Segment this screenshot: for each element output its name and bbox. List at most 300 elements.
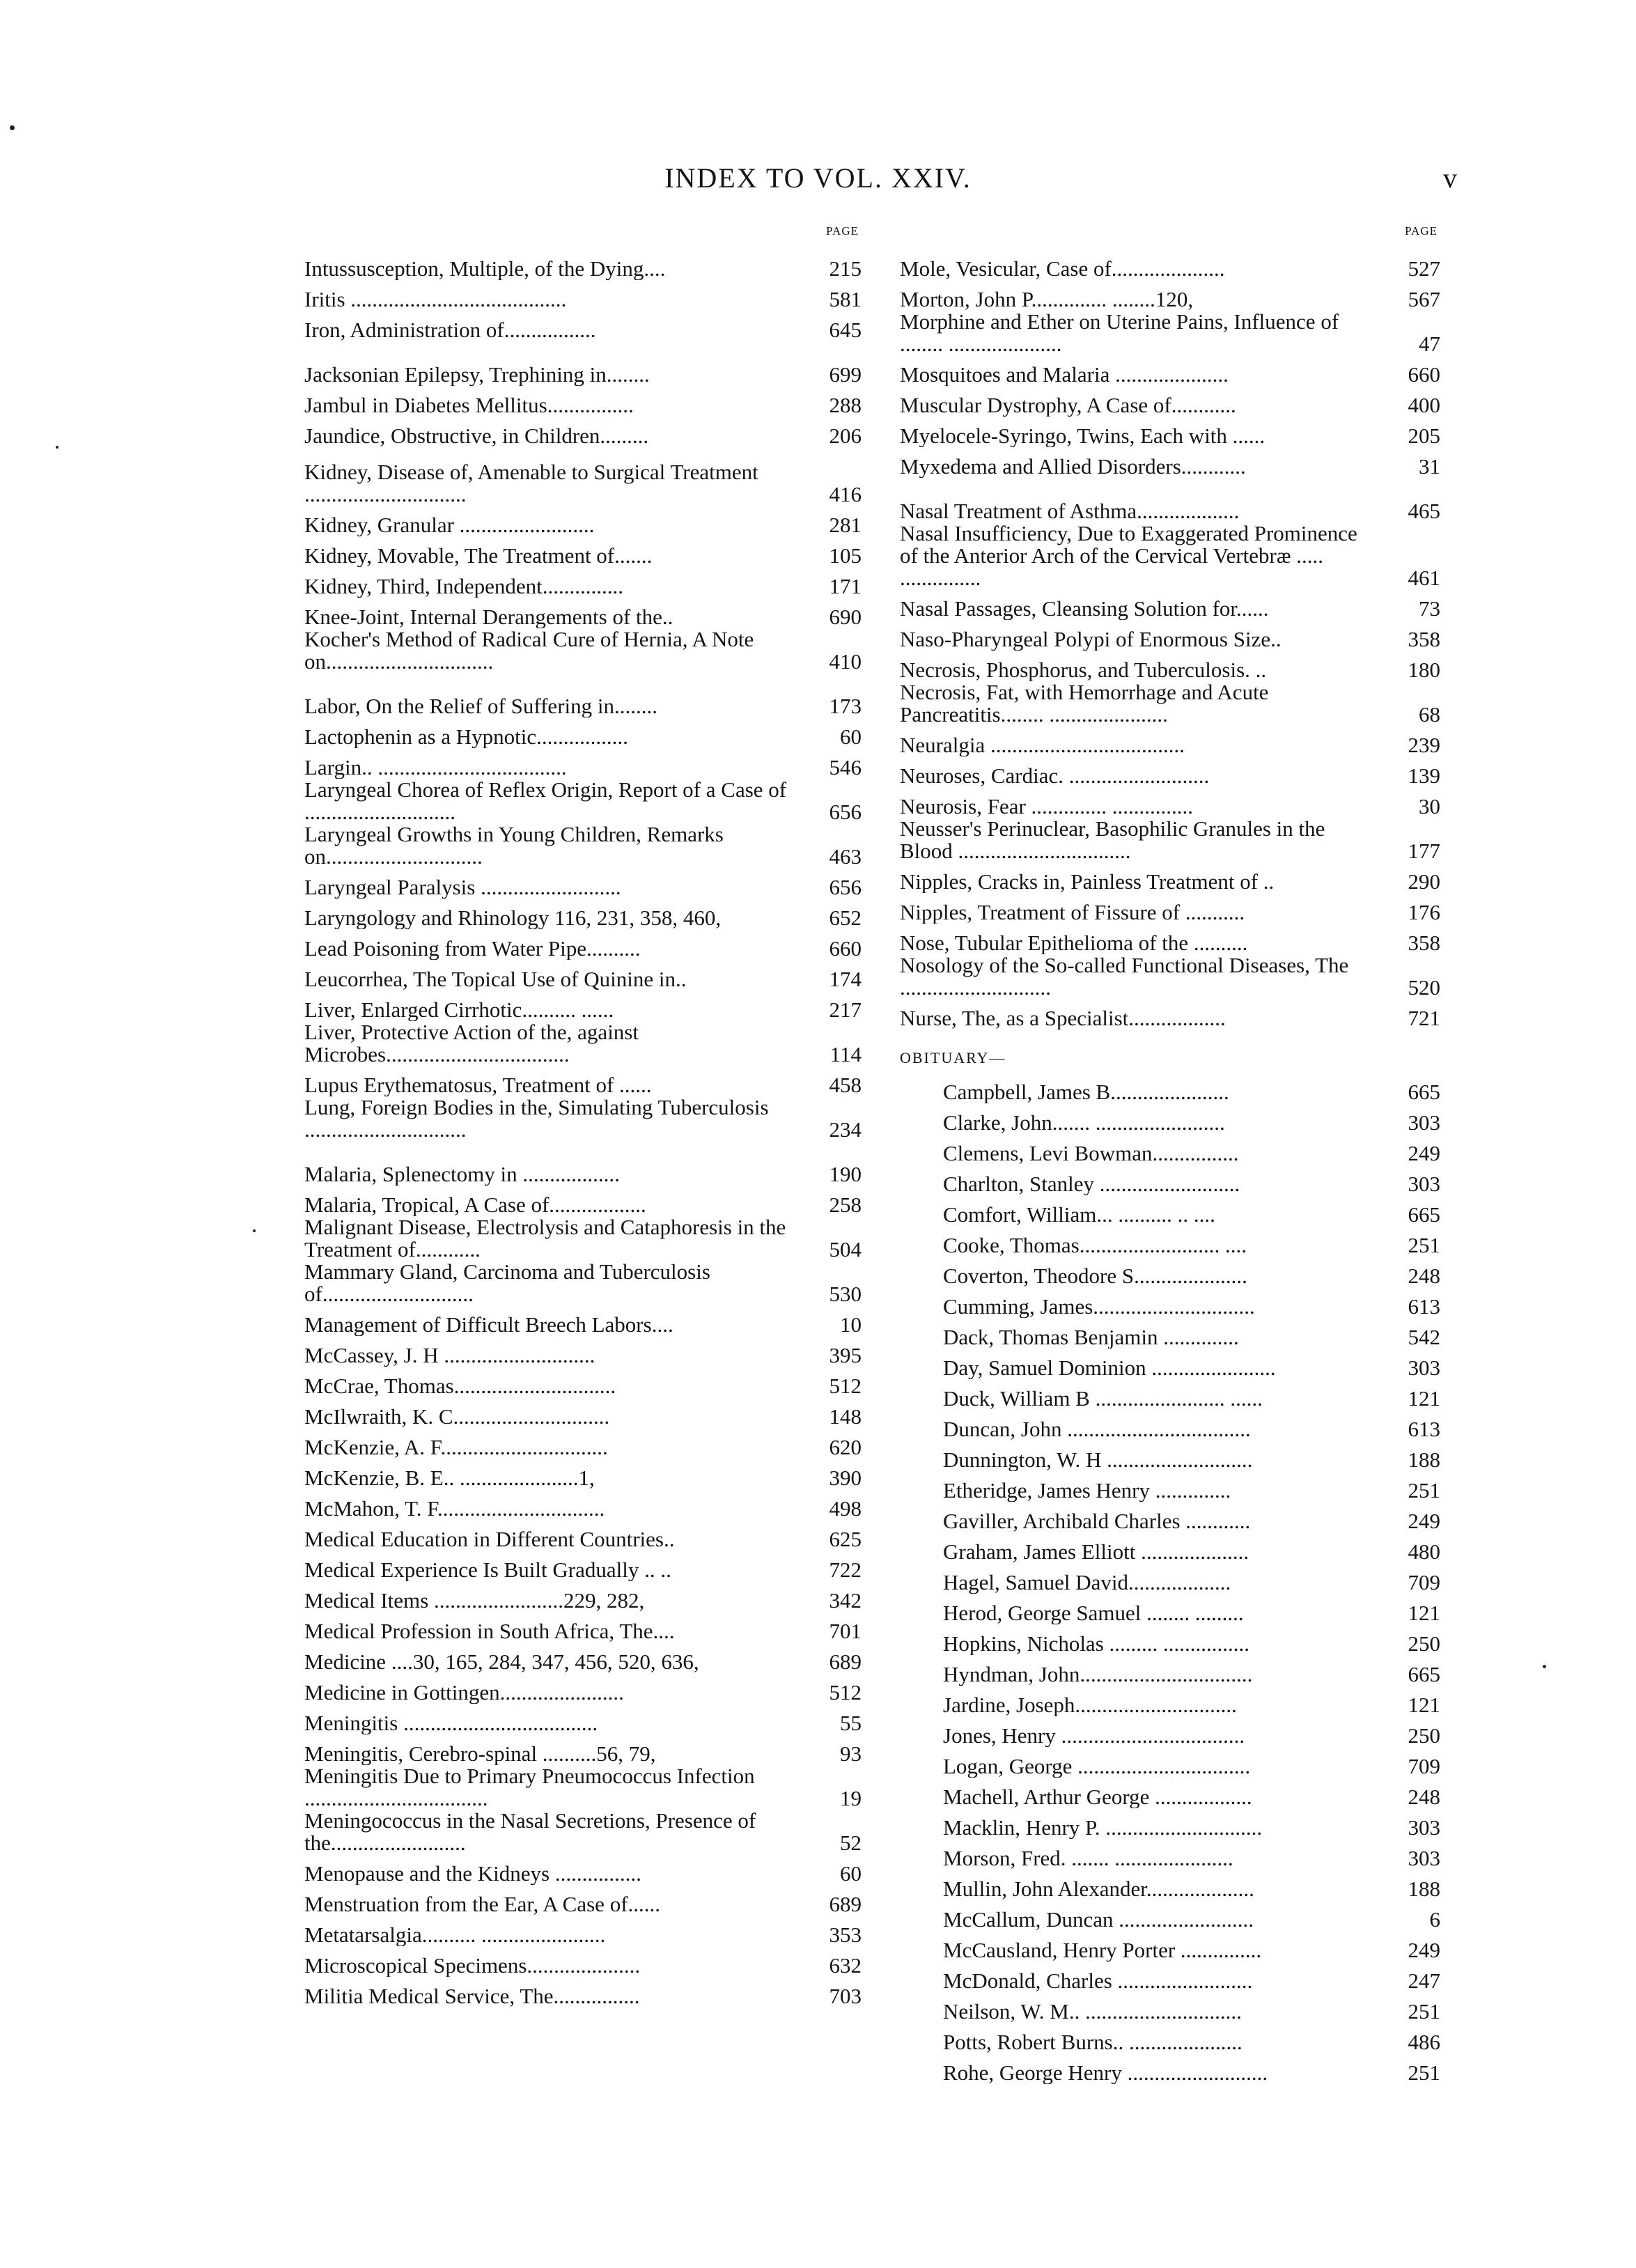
entry-page-number: 250: [1408, 1723, 1440, 1748]
entry-page-number: 239: [1408, 733, 1440, 757]
entry-page-number: 520: [1408, 975, 1440, 1000]
entry-page-number: 105: [829, 543, 862, 568]
entry-label: Nasal Insufficiency, Due to Exaggerated Prominence of the Anterior Arch of the Cervical Vertebræ ..... ...............: [900, 522, 1357, 589]
entry-page-number: 400: [1408, 393, 1440, 417]
entry-page-number: 542: [1408, 1325, 1440, 1349]
index-entry: [304, 748, 862, 779]
entry-label: Naso-Pharyngeal Polypi of Enormous Size..: [900, 628, 1281, 651]
index-entry: [304, 1551, 862, 1581]
index-entry-list: [900, 249, 1440, 1030]
entry-label: Laryngeal Growths in Young Children, Remarks on.............................: [304, 823, 724, 868]
entry-label: Morphine and Ether on Uterine Pains, Influence of ........ .....................: [900, 311, 1339, 355]
obituary-entry: [900, 1594, 1440, 1624]
index-entry: [304, 536, 862, 567]
index-entry: [304, 991, 862, 1021]
entry-label: Clemens, Levi Bowman................: [943, 1142, 1239, 1165]
entry-label: Meningitis Due to Primary Pneumococcus Infection ..................................: [304, 1765, 755, 1810]
entry-label: Morton, John P.............. ........120,: [900, 288, 1194, 311]
entry-label: Potts, Robert Burns.. .....................: [943, 2031, 1242, 2053]
entry-label: Kidney, Disease of, Amenable to Surgical Treatment ..............................: [304, 461, 758, 506]
entry-page-number: 303: [1408, 1172, 1440, 1196]
entry-page-number: 60: [840, 724, 862, 749]
entry-label: Medical Education in Different Countries..: [304, 1528, 675, 1551]
index-entry: [304, 1704, 862, 1734]
entry-page-number: 656: [829, 800, 862, 824]
entry-label: Microscopical Specimens.....................: [304, 1955, 641, 1977]
entry-page-number: 258: [829, 1193, 862, 1217]
entry-label: Neuroses, Cardiac. ..........................: [900, 765, 1210, 787]
entry-label: Leucorrhea, The Topical Use of Quinine in..: [304, 968, 687, 991]
entry-page-number: 625: [829, 1527, 862, 1551]
entry-label: Largin.. ...................................: [304, 756, 567, 779]
entry-page-number: 498: [829, 1496, 862, 1521]
obituary-entry: [900, 1257, 1440, 1287]
scan-speck: [253, 1229, 256, 1232]
index-entry: [900, 620, 1440, 651]
entry-label: Machell, Arthur George ..................: [943, 1786, 1252, 1808]
index-entry: [900, 355, 1440, 386]
obituary-entry: [900, 1532, 1440, 1563]
entry-page-number: 699: [829, 362, 862, 387]
entry-page-number: 722: [829, 1558, 862, 1582]
entry-page-number: 701: [829, 1619, 862, 1643]
entry-label: Nasal Passages, Cleansing Solution for......: [900, 598, 1269, 620]
index-entry: [900, 999, 1440, 1030]
entry-label: Mullin, John Alexander....................: [943, 1878, 1254, 1900]
entry-page-number: 55: [840, 1711, 862, 1735]
entry-label: Laryngeal Paralysis ..........................: [304, 876, 621, 899]
entry-page-number: 504: [829, 1237, 862, 1261]
entry-label: Muscular Dystrophy, A Case of............: [900, 394, 1236, 417]
entry-page-number: 721: [1408, 1006, 1440, 1030]
entry-page-number: 527: [1408, 256, 1440, 281]
page-column-heading: PAGE: [826, 224, 859, 238]
entry-page-number: 73: [1419, 596, 1440, 621]
entry-page-number: 353: [829, 1923, 862, 1947]
entry-page-number: 6: [1429, 1907, 1440, 1932]
entry-page-number: 416: [829, 482, 862, 506]
left-column: [304, 224, 862, 2007]
entry-page-number: 114: [829, 1042, 862, 1066]
entry-label: McKenzie, A. F...............................: [304, 1436, 608, 1459]
entry-page-number: 689: [829, 1649, 862, 1674]
index-entry: [304, 598, 862, 628]
index-entry: [900, 311, 1440, 355]
entry-page-number: 121: [1408, 1386, 1440, 1411]
obituary-entry: [900, 1226, 1440, 1257]
index-entry: [304, 868, 862, 899]
index-entry: [304, 355, 862, 386]
index-entry: [304, 417, 862, 447]
entry-label: Menopause and the Kidneys ................: [304, 1863, 641, 1885]
obituary-entry: [900, 1440, 1440, 1471]
entry-label: Malaria, Tropical, A Case of..................: [304, 1194, 646, 1216]
entry-label: Labor, On the Relief of Suffering in........: [304, 695, 657, 717]
entry-label: Militia Medical Service, The................: [304, 1985, 640, 2007]
obituary-entry: [900, 1349, 1440, 1379]
entry-label: Clarke, John....... ........................: [943, 1112, 1225, 1134]
index-entry: [304, 386, 862, 417]
entry-label: Kidney, Granular .........................: [304, 514, 595, 536]
index-entry: [304, 1397, 862, 1428]
index-entry: [304, 1367, 862, 1397]
entry-label: Necrosis, Fat, with Hemorrhage and Acute Pancreatitis........ ......................: [900, 681, 1269, 726]
entry-label: Necrosis, Phosphorus, and Tuberculosis. ..: [900, 659, 1267, 681]
entry-page-number: 251: [1408, 1233, 1440, 1257]
index-entry: [304, 1096, 862, 1141]
index-entry: [304, 1428, 862, 1459]
entry-page-number: 390: [829, 1466, 862, 1490]
entry-label: Menstruation from the Ear, A Case of......: [304, 1893, 661, 1916]
entry-label: Lactophenin as a Hypnotic.................: [304, 726, 628, 748]
index-entry: [900, 522, 1440, 589]
obituary-entry: [900, 1808, 1440, 1839]
entry-page-number: 632: [829, 1953, 862, 1978]
entry-page-number: 303: [1408, 1356, 1440, 1380]
obituary-entry: [900, 1778, 1440, 1808]
index-entry: [900, 447, 1440, 478]
entry-page-number: 395: [829, 1343, 862, 1367]
entry-label: Nipples, Treatment of Fissure of ...........: [900, 901, 1245, 924]
entry-label: Duck, William B ........................ ......: [943, 1388, 1263, 1410]
entry-page-number: 281: [829, 513, 862, 537]
entry-label: Laryngology and Rhinology 116, 231, 358, 460,: [304, 907, 722, 929]
obituary-entry: [900, 1073, 1440, 1103]
obituary-entry: [900, 1870, 1440, 1900]
entry-label: Coverton, Theodore S.....................: [943, 1265, 1247, 1287]
index-entry: [900, 893, 1440, 924]
entry-page-number: 188: [1408, 1447, 1440, 1472]
index-entry: [304, 1186, 862, 1216]
obituary-entry: [900, 1563, 1440, 1594]
obituary-entry: [900, 1747, 1440, 1778]
obituary-entry: [900, 1103, 1440, 1134]
entry-label: Hyndman, John................................: [943, 1663, 1253, 1686]
obituary-entry: [900, 1318, 1440, 1349]
entry-label: Lead Poisoning from Water Pipe..........: [304, 938, 641, 960]
entry-label: Liver, Enlarged Cirrhotic.......... ......: [304, 999, 614, 1021]
entry-label: McCassey, J. H ............................: [304, 1344, 595, 1367]
index-entry: [304, 1489, 862, 1520]
index-entry: [900, 417, 1440, 447]
entry-label: Hagel, Samuel David...................: [943, 1571, 1231, 1594]
entry-label: Nosology of the So-called Functional Diseases, The ............................: [900, 954, 1349, 999]
entry-label: Etheridge, James Henry ..............: [943, 1479, 1231, 1502]
index-entry: [900, 924, 1440, 954]
entry-label: Lung, Foreign Bodies in the, Simulating Tuberculosis ..............................: [304, 1096, 769, 1141]
index-entry: [304, 280, 862, 311]
entry-page-number: 581: [829, 287, 862, 311]
obituary-entry: [900, 1839, 1440, 1870]
entry-page-number: 171: [829, 574, 862, 598]
obituary-entry: [900, 1655, 1440, 1686]
index-entry: [304, 960, 862, 991]
entry-page-number: 567: [1408, 287, 1440, 311]
entry-label: Metatarsalgia.......... .......................: [304, 1924, 606, 1946]
index-entry: [900, 818, 1440, 862]
index-entry: [304, 506, 862, 536]
entry-page-number: 358: [1408, 627, 1440, 651]
index-entry: [304, 249, 862, 280]
entry-label: Jones, Henry ..................................: [943, 1725, 1245, 1747]
entry-page-number: 530: [829, 1282, 862, 1306]
obituary-entry: [900, 1962, 1440, 1992]
entry-page-number: 303: [1408, 1815, 1440, 1840]
index-entry: [304, 1916, 862, 1946]
entry-page-number: 303: [1408, 1846, 1440, 1870]
entry-label: Dack, Thomas Benjamin ..............: [943, 1326, 1239, 1349]
entry-label: Management of Difficult Breech Labors....: [304, 1314, 673, 1336]
index-entry: [304, 1810, 862, 1854]
entry-label: Mammary Gland, Carcinoma and Tuberculosis of............................: [304, 1261, 710, 1305]
entry-page-number: 463: [829, 844, 862, 869]
entry-label: McMahon, T. F...............................: [304, 1498, 605, 1520]
entry-label: Jaundice, Obstructive, in Children.........: [304, 425, 649, 447]
entry-page-number: 709: [1408, 1570, 1440, 1594]
index-entry: [304, 311, 862, 341]
entry-label: Neilson, W. M.. .............................: [943, 2001, 1242, 2023]
entry-label: Laryngeal Chorea of Reflex Origin, Report of a Case of ............................: [304, 779, 787, 823]
entry-label: Kocher's Method of Radical Cure of Hernia, A Note on...............................: [304, 628, 754, 673]
entry-label: Jambul in Diabetes Mellitus................: [304, 394, 634, 417]
entry-label: Medical Profession in South Africa, The....: [304, 1620, 675, 1642]
index-entry: [304, 567, 862, 598]
entry-label: Graham, James Elliott ....................: [943, 1541, 1249, 1563]
entry-label: Malaria, Splenectomy in ..................: [304, 1163, 620, 1186]
entry-page-number: 188: [1408, 1877, 1440, 1901]
entry-label: Mole, Vesicular, Case of.....................: [900, 258, 1225, 280]
entry-label: Logan, George ................................: [943, 1755, 1251, 1778]
entry-label: Mosquitoes and Malaria .....................: [900, 364, 1229, 386]
entry-label: Campbell, James B......................: [943, 1081, 1229, 1103]
entry-label: Dunnington, W. H ...........................: [943, 1449, 1253, 1471]
entry-page-number: 248: [1408, 1785, 1440, 1809]
entry-page-number: 93: [840, 1741, 862, 1766]
obituary-entry: [900, 1134, 1440, 1165]
entry-page-number: 47: [1419, 332, 1440, 356]
entry-page-number: 206: [829, 424, 862, 448]
entry-page-number: 173: [829, 694, 862, 718]
entry-page-number: 251: [1408, 2060, 1440, 2085]
entry-page-number: 205: [1408, 424, 1440, 448]
entry-label: Malignant Disease, Electrolysis and Cataphoresis in the Treatment of............: [304, 1216, 786, 1261]
index-entry: [900, 787, 1440, 818]
entry-page-number: 121: [1408, 1693, 1440, 1717]
entry-label: Neuralgia ....................................: [900, 734, 1185, 756]
index-entry: [304, 1885, 862, 1916]
entry-page-number: 709: [1408, 1754, 1440, 1778]
entry-label: Jacksonian Epilepsy, Trephining in........: [304, 364, 650, 386]
entry-page-number: 665: [1408, 1662, 1440, 1686]
entry-page-number: 215: [829, 256, 862, 281]
obituary-heading: OBITUARY—: [900, 1049, 1006, 1066]
index-entry: [900, 756, 1440, 787]
entry-page-number: 251: [1408, 1999, 1440, 2024]
entry-page-number: 249: [1408, 1141, 1440, 1165]
entry-label: McKenzie, B. E.. ......................1,: [304, 1467, 595, 1489]
entry-page-number: 31: [1419, 454, 1440, 479]
page-column-heading: PAGE: [1405, 224, 1438, 238]
entry-label: Iron, Administration of.................: [304, 319, 596, 341]
entry-page-number: 620: [829, 1435, 862, 1459]
entry-label: Nipples, Cracks in, Painless Treatment of ..: [900, 871, 1275, 893]
entry-page-number: 249: [1408, 1938, 1440, 1962]
obituary-entry: [900, 1931, 1440, 1962]
entry-page-number: 645: [829, 318, 862, 342]
obituary-entry-list: [900, 1073, 1440, 2084]
entry-label: Medicine in Gottingen.......................: [304, 1681, 624, 1704]
index-entry: [304, 1216, 862, 1261]
index-entry: [304, 899, 862, 929]
index-entry: [304, 1066, 862, 1096]
entry-page-number: 652: [829, 906, 862, 930]
index-entry: [900, 589, 1440, 620]
index-entry: [304, 1612, 862, 1642]
entry-page-number: 512: [829, 1680, 862, 1704]
entry-label: Iritis ........................................: [304, 288, 567, 311]
entry-label: Gaviller, Archibald Charles ............: [943, 1510, 1251, 1532]
entry-label: Rohe, George Henry ..........................: [943, 2062, 1268, 2084]
entry-label: Morson, Fred. ....... ......................: [943, 1847, 1233, 1870]
obituary-entry: [900, 1624, 1440, 1655]
index-entry: [304, 1459, 862, 1489]
entry-label: Duncan, John ..................................: [943, 1418, 1251, 1440]
entry-page-number: 613: [1408, 1294, 1440, 1319]
obituary-entry: [900, 1195, 1440, 1226]
entry-label: Lupus Erythematosus, Treatment of ......: [304, 1074, 652, 1096]
entry-label: Charlton, Stanley ..........................: [943, 1173, 1240, 1195]
index-entry: [900, 681, 1440, 726]
index-entry: [304, 1854, 862, 1885]
entry-label: Neusser's Perinuclear, Basophilic Granules in the Blood ................................: [900, 818, 1325, 862]
entry-label: Kidney, Movable, The Treatment of.......: [304, 545, 653, 567]
entry-label: Comfort, William... .......... .. ....: [943, 1204, 1215, 1226]
scan-speck: [56, 446, 59, 449]
entry-page-number: 656: [829, 875, 862, 899]
entry-label: Herod, George Samuel ........ .........: [943, 1602, 1244, 1624]
index-entry: [304, 717, 862, 748]
obituary-entry: [900, 2023, 1440, 2053]
entry-page-number: 10: [840, 1312, 862, 1337]
entry-label: Jardine, Joseph..............................: [943, 1694, 1237, 1716]
obituary-entry: [900, 1471, 1440, 1502]
index-entry: [304, 1734, 862, 1765]
entry-page-number: 486: [1408, 2030, 1440, 2054]
entry-label: Medical Items ........................229, 282,: [304, 1590, 645, 1612]
scan-speck: [10, 125, 15, 130]
index-entry: [304, 1946, 862, 1977]
index-entry: [304, 687, 862, 717]
index-entry: [304, 1155, 862, 1186]
entry-page-number: 665: [1408, 1202, 1440, 1227]
entry-page-number: 234: [829, 1117, 862, 1142]
entry-label: McCausland, Henry Porter ...............: [943, 1939, 1262, 1962]
entry-page-number: 30: [1419, 794, 1440, 818]
obituary-entry: [900, 1165, 1440, 1195]
obituary-entry: [900, 1716, 1440, 1747]
entry-page-number: 660: [1408, 362, 1440, 387]
index-entry: [304, 929, 862, 960]
entry-label: Nurse, The, as a Specialist..................: [900, 1007, 1226, 1030]
right-column: [900, 224, 1440, 2084]
obituary-entry: [900, 1379, 1440, 1410]
index-entry: [304, 1673, 862, 1704]
obituary-entry: [900, 1900, 1440, 1931]
page-number: v: [1443, 162, 1457, 194]
entry-page-number: 177: [1408, 839, 1440, 863]
entry-label: Macklin, Henry P. .............................: [943, 1817, 1263, 1839]
entry-page-number: 458: [829, 1073, 862, 1097]
index-entry: [900, 386, 1440, 417]
index-entry: [900, 280, 1440, 311]
index-entry: [900, 651, 1440, 681]
entry-label: Myelocele-Syringo, Twins, Each with ......: [900, 425, 1265, 447]
entry-page-number: 358: [1408, 931, 1440, 955]
entry-page-number: 461: [1408, 566, 1440, 590]
entry-page-number: 180: [1408, 658, 1440, 682]
entry-label: McIlwraith, K. C.............................: [304, 1406, 610, 1428]
entry-label: Nose, Tubular Epithelioma of the ..........: [900, 932, 1248, 954]
entry-page-number: 342: [829, 1588, 862, 1613]
obituary-entry: [900, 1992, 1440, 2023]
entry-page-number: 250: [1408, 1631, 1440, 1656]
entry-page-number: 665: [1408, 1080, 1440, 1104]
entry-label: Kidney, Third, Independent...............: [304, 575, 624, 598]
obituary-entry: [900, 1686, 1440, 1716]
entry-page-number: 174: [829, 967, 862, 991]
entry-page-number: 19: [840, 1786, 862, 1810]
entry-page-number: 613: [1408, 1417, 1440, 1441]
entry-page-number: 148: [829, 1404, 862, 1429]
entry-page-number: 121: [1408, 1601, 1440, 1625]
index-entry: [900, 954, 1440, 999]
index-entry: [304, 1642, 862, 1673]
entry-label: Meningitis, Cerebro-spinal ..........56, 79,: [304, 1743, 656, 1765]
index-entry: [304, 1021, 862, 1066]
entry-page-number: 290: [1408, 869, 1440, 894]
entry-label: Neurosis, Fear .............. ...............: [900, 795, 1194, 818]
index-entry: [304, 461, 862, 506]
entry-page-number: 139: [1408, 763, 1440, 788]
entry-page-number: 546: [829, 755, 862, 779]
entry-page-number: 52: [840, 1831, 862, 1855]
entry-page-number: 512: [829, 1374, 862, 1398]
entry-label: McCallum, Duncan .........................: [943, 1909, 1254, 1931]
entry-label: Meningitis ....................................: [304, 1712, 598, 1734]
entry-page-number: 410: [829, 649, 862, 674]
entry-page-number: 465: [1408, 499, 1440, 523]
entry-page-number: 68: [1419, 702, 1440, 727]
entry-label: Medical Experience Is Built Gradually .. ..: [304, 1559, 671, 1581]
entry-page-number: 176: [1408, 900, 1440, 924]
entry-page-number: 247: [1408, 1968, 1440, 1993]
entry-label: Cooke, Thomas.......................... ....: [943, 1234, 1247, 1257]
entry-label: Knee-Joint, Internal Derangements of the..: [304, 606, 673, 628]
obituary-entry: [900, 2053, 1440, 2084]
entry-page-number: 303: [1408, 1110, 1440, 1135]
entry-page-number: 217: [829, 997, 862, 1022]
entry-label: Myxedema and Allied Disorders............: [900, 456, 1246, 478]
index-entry: [304, 779, 862, 823]
entry-label: Cumming, James..............................: [943, 1296, 1255, 1318]
index-entry: [304, 1520, 862, 1551]
entry-page-number: 190: [829, 1162, 862, 1186]
index-entry: [304, 823, 862, 868]
index-entry: [304, 628, 862, 673]
entry-page-number: 689: [829, 1892, 862, 1916]
entry-page-number: 288: [829, 393, 862, 417]
entry-page-number: 60: [840, 1861, 862, 1886]
